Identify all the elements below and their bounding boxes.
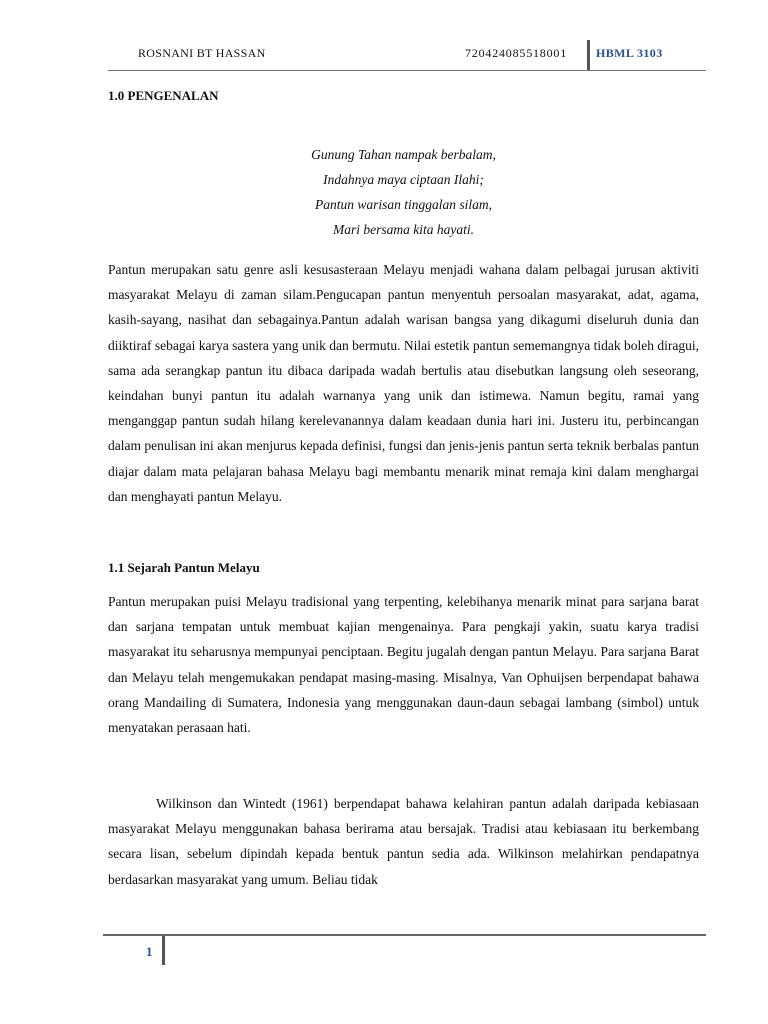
course-code: HBML 3103 bbox=[596, 46, 663, 60]
author-name: ROSNANI BT HASSAN bbox=[138, 46, 266, 60]
student-id: 720424085518001 bbox=[465, 46, 567, 60]
verse-line: Gunung Tahan nampak berbalam, bbox=[311, 147, 496, 162]
pantun-verse bbox=[108, 142, 699, 242]
footer-divider bbox=[162, 936, 165, 965]
header-rule bbox=[108, 70, 706, 71]
page-number: 1 bbox=[146, 944, 153, 959]
verse-line: Pantun warisan tinggalan silam, bbox=[314, 197, 493, 212]
header-divider bbox=[587, 40, 590, 70]
verse-line: Mari bersama kita hayati. bbox=[333, 222, 474, 237]
section-heading-intro: 1.0 PENGENALAN bbox=[108, 88, 219, 103]
footer-rule bbox=[103, 934, 706, 936]
intro-paragraph: Pantun merupakan satu genre asli kesusasteraan Melayu menjadi wahana dalam pelbagai jurusan aktiviti masyarakat Melayu di zaman silam.Pengucapan pantun menyentuh persoalan masyarakat, adat, agama, kasih-sayang, nasihat dan sebagainya.Pantun adalah warisan bangsa yang dikagumi diseluruh dunia dan diiktiraf sebagai karya sastera yang unik dan bermutu. Nilai estetik pantun sememangnya tidak boleh diragui, sama ada serangkap pantun itu dibaca daripada wadah bertulis atau disebutkan langsung oleh seseorang, keindahan bunyi pantun itu adalah warnanya yang unik dan istimewa. Namun begitu, ramai yang menganggap pantun sudah hilang kerelevanannya dalam keadaan dunia hari ini. Justeru itu, perbincangan dalam penulisan ini akan menjurus kepada definisi, fungsi dan jenis-jenis pantun serta teknik berbalas pantun diajar dalam mata pelajaran bahasa Melayu bagi membantu menarik minat remaja kini dalam menghargai dan menghayati pantun Melayu. bbox=[108, 262, 699, 504]
verse-line: Indahnya maya ciptaan Ilahi; bbox=[323, 172, 484, 187]
history-paragraph-2: Wilkinson dan Wintedt (1961) berpendapat bahawa kelahiran pantun adalah daripada kebiasaan masyarakat Melayu menggunakan bahasa berirama atau bersajak. Tradisi atau kebiasaan itu berkembang secara lisan, sebelum dipindah kepada bentuk pantun sedia ada. Wilkinson melahirkan pendapatnya berdasarkan masyarakat yang umum. Beliau tidak bbox=[108, 796, 699, 887]
section-heading-history: 1.1 Sejarah Pantun Melayu bbox=[108, 560, 260, 575]
history-paragraph-1: Pantun merupakan puisi Melayu tradisional yang terpenting, kelebihanya menarik minat para sarjana barat dan sarjana tempatan untuk membuat kajian mengenainya. Para pengkaji yakin, suatu karya tradisi masyarakat itu seharusnya mempunyai penciptaan. Begitu jugalah dengan pantun Melayu. Para sarjana Barat dan Melayu telah mengemukakan pendapat masing-masing. Misalnya, Van Ophuijsen berpendapat bahawa orang Mandailing di Sumatera, Indonesia yang menggunakan daun-daun sebagai lambang (simbol) untuk menyatakan perasaan hati. bbox=[108, 594, 699, 736]
page-header bbox=[108, 36, 706, 70]
